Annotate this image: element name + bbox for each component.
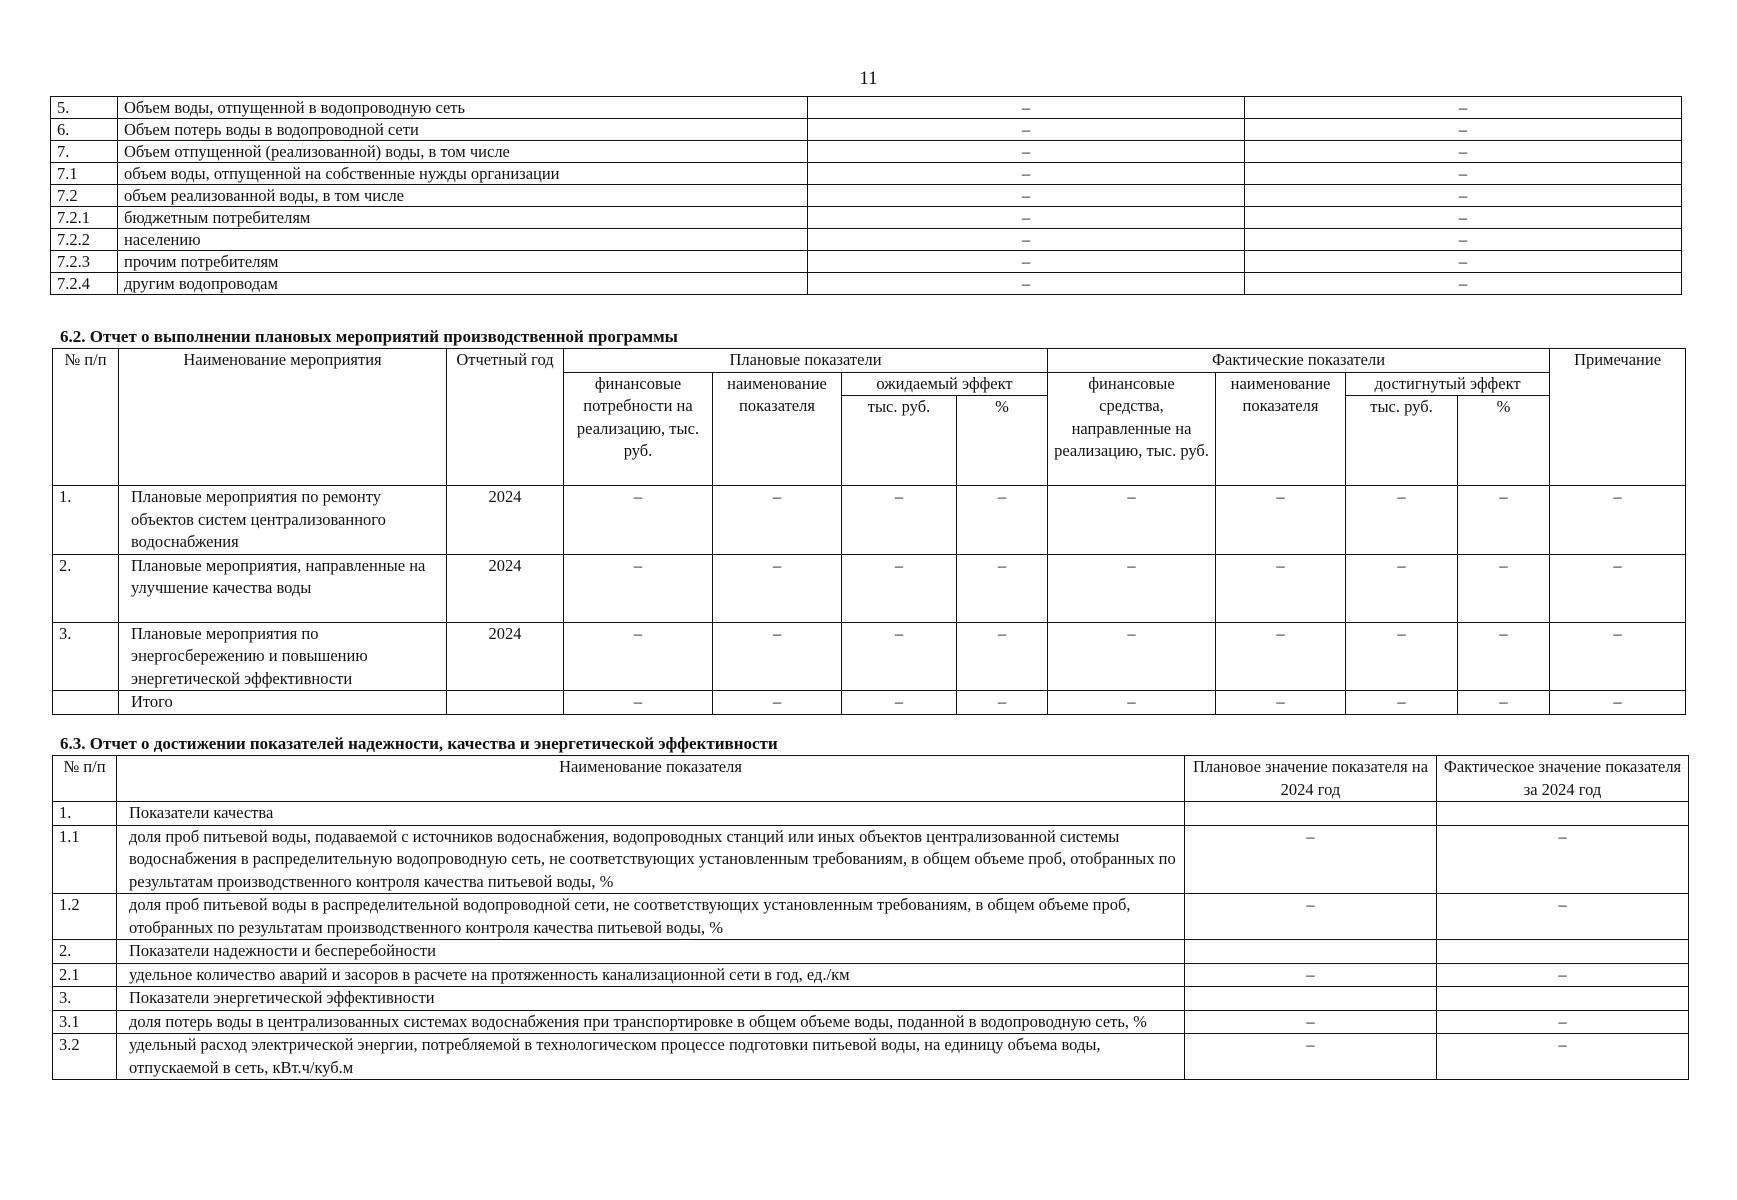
row-number: 2. — [53, 940, 117, 964]
fact-value — [1437, 987, 1689, 1011]
value-cell: – — [1048, 486, 1216, 555]
header-plan-finance: финансовые потребности на реализацию, тыс. руб. — [564, 372, 713, 486]
row-name: Объем отпущенной (реализованной) воды, в том числе — [118, 141, 808, 163]
table-row — [51, 273, 1682, 295]
header-plan-rub: тыс. руб. — [842, 396, 957, 486]
indicator-name: удельный расход электрической энергии, потребляемой в технологическом процессе подготовки питьевой воды, на единицу объема воды, отпускаемой в сеть, кВт.ч/куб.м — [117, 1034, 1185, 1080]
row-number: 1.2 — [53, 894, 117, 940]
table-row — [51, 251, 1682, 273]
row-value: – — [808, 229, 1245, 251]
page-number: 11 — [859, 68, 878, 89]
value-cell: – — [1048, 554, 1216, 622]
row-number: 1. — [53, 486, 119, 555]
row-value: – — [1245, 273, 1682, 295]
row-number: 7.2.2 — [51, 229, 118, 251]
value-cell: – — [1346, 691, 1458, 715]
table-row — [53, 987, 1689, 1011]
plan-value: – — [1185, 1034, 1437, 1080]
report-year: 2024 — [447, 486, 564, 555]
total-label: Итого — [119, 691, 447, 715]
water-volume-table — [50, 96, 1682, 295]
indicator-name: доля проб питьевой воды, подаваемой с источников водоснабжения, водопроводных станций или иных объектов централизованной системы водоснабжения в распределительную водопроводную сеть, не соответствующих установленным требованиям, в общем объеме проб, отобранных по результатам производственного контроля качества питьевой воды, % — [117, 825, 1185, 894]
value-cell: – — [564, 554, 713, 622]
value-cell: – — [1346, 554, 1458, 622]
fact-value: – — [1437, 1034, 1689, 1080]
row-value: – — [1245, 163, 1682, 185]
plan-value: – — [1185, 1010, 1437, 1034]
water-volume-table-body — [51, 97, 1682, 295]
value-cell: – — [957, 554, 1048, 622]
row-value: – — [1245, 229, 1682, 251]
row-value: – — [1245, 251, 1682, 273]
value-cell: – — [1048, 691, 1216, 715]
value-cell: – — [1216, 486, 1346, 555]
value-cell: – — [1216, 622, 1346, 691]
fact-value — [1437, 802, 1689, 826]
table-row — [53, 1010, 1689, 1034]
fact-value: – — [1437, 825, 1689, 894]
table-row — [51, 141, 1682, 163]
header-note: Примечание — [1550, 349, 1686, 486]
value-cell: – — [1458, 554, 1550, 622]
plan-value: – — [1185, 894, 1437, 940]
value-cell: – — [1458, 691, 1550, 715]
table-row — [51, 119, 1682, 141]
measure-name: Плановые мероприятия по энергосбережению и повышению энергетической эффективности — [119, 622, 447, 691]
value-cell: – — [564, 622, 713, 691]
fact-value: – — [1437, 1010, 1689, 1034]
header-plan-pct: % — [957, 396, 1048, 486]
value-cell: – — [842, 486, 957, 555]
row-name: бюджетным потребителям — [118, 207, 808, 229]
fact-value: – — [1437, 963, 1689, 987]
indicator-name: Показатели надежности и бесперебойности — [117, 940, 1185, 964]
value-cell: – — [842, 554, 957, 622]
header-achieved-effect: достигнутый эффект — [1346, 372, 1550, 396]
row-number: 7.2.3 — [51, 251, 118, 273]
section-63-title: 6.3. Отчет о достижении показателей надежности, качества и энергетической эффективности — [60, 734, 778, 753]
row-number: 7.2 — [51, 185, 118, 207]
header-fact-value: Фактическое значение показателя за 2024 год — [1437, 756, 1689, 802]
indicator-name: Показатели энергетической эффективности — [117, 987, 1185, 1011]
row-number: 7.2.4 — [51, 273, 118, 295]
indicators-body — [53, 802, 1689, 1080]
table-row — [53, 802, 1689, 826]
plan-value — [1185, 940, 1437, 964]
table-row — [51, 185, 1682, 207]
table-row — [51, 229, 1682, 251]
row-name: объем реализованной воды, в том числе — [118, 185, 808, 207]
plan-value: – — [1185, 963, 1437, 987]
header-expected-effect: ожидаемый эффект — [842, 372, 1048, 396]
value-cell: – — [713, 486, 842, 555]
row-value: – — [1245, 141, 1682, 163]
value-cell: – — [1550, 486, 1686, 555]
row-number: 3. — [53, 987, 117, 1011]
row-number: 7.1 — [51, 163, 118, 185]
row-name: прочим потребителям — [118, 251, 808, 273]
row-name: населению — [118, 229, 808, 251]
value-cell: – — [564, 691, 713, 715]
row-value: – — [808, 141, 1245, 163]
planned-measures-body — [53, 486, 1686, 715]
header-fact-pct: % — [1458, 396, 1550, 486]
row-number: 7.2.1 — [51, 207, 118, 229]
row-value: – — [808, 273, 1245, 295]
row-number: 5. — [51, 97, 118, 119]
value-cell: – — [713, 691, 842, 715]
value-cell: – — [1216, 691, 1346, 715]
header-plan-indicator: наименование показателя — [713, 372, 842, 486]
header-actual: Фактические показатели — [1048, 349, 1550, 373]
indicator-name: Показатели качества — [117, 802, 1185, 826]
section-62-title: 6.2. Отчет о выполнении плановых мероприятий производственной программы — [60, 327, 678, 346]
value-cell: – — [957, 622, 1048, 691]
row-name: Объем потерь воды в водопроводной сети — [118, 119, 808, 141]
plan-value: – — [1185, 825, 1437, 894]
fact-value: – — [1437, 894, 1689, 940]
row-number: 7. — [51, 141, 118, 163]
row-number: 2.1 — [53, 963, 117, 987]
value-cell: – — [842, 691, 957, 715]
header-indicator-name: Наименование показателя — [117, 756, 1185, 802]
table-row — [53, 940, 1689, 964]
header-year: Отчетный год — [447, 349, 564, 486]
row-number: 3.1 — [53, 1010, 117, 1034]
table-row — [53, 1034, 1689, 1080]
indicator-name: доля потерь воды в централизованных системах водоснабжения при транспортировке в общем объеме воды, поданной в водопроводную сеть, % — [117, 1010, 1185, 1034]
row-value: – — [1245, 97, 1682, 119]
report-year: 2024 — [447, 554, 564, 622]
value-cell: – — [1458, 486, 1550, 555]
value-cell: – — [1346, 622, 1458, 691]
indicator-name: удельное количество аварий и засоров в расчете на протяженность канализационной сети в год, ед./км — [117, 963, 1185, 987]
indicator-name: доля проб питьевой воды в распределительной водопроводной сети, не соответствующих установленным требованиям, в общем объеме проб, отобранных по результатам производственного контроля качества питьевой воды, % — [117, 894, 1185, 940]
value-cell: – — [1550, 691, 1686, 715]
fact-value — [1437, 940, 1689, 964]
value-cell: – — [713, 554, 842, 622]
value-cell: – — [1216, 554, 1346, 622]
row-number: 3.2 — [53, 1034, 117, 1080]
header-fact-rub: тыс. руб. — [1346, 396, 1458, 486]
value-cell: – — [713, 622, 842, 691]
value-cell: – — [1458, 622, 1550, 691]
plan-value — [1185, 802, 1437, 826]
row-name: другим водопроводам — [118, 273, 808, 295]
header-measure-name: Наименование мероприятия — [119, 349, 447, 486]
header-plan-value: Плановое значение показателя на 2024 год — [1185, 756, 1437, 802]
header-planned: Плановые показатели — [564, 349, 1048, 373]
table-row — [53, 622, 1686, 691]
row-number: 1. — [53, 802, 117, 826]
table-row — [53, 963, 1689, 987]
table-row — [51, 97, 1682, 119]
plan-value — [1185, 987, 1437, 1011]
row-number: 3. — [53, 622, 119, 691]
value-cell: – — [957, 486, 1048, 555]
total-row — [53, 691, 1686, 715]
header-indicator-num: № п/п — [53, 756, 117, 802]
measure-name: Плановые мероприятия по ремонту объектов систем централизованного водоснабжения — [119, 486, 447, 555]
row-value: – — [808, 119, 1245, 141]
value-cell: – — [1550, 622, 1686, 691]
row-number: 1.1 — [53, 825, 117, 894]
row-name: Объем воды, отпущенной в водопроводную сеть — [118, 97, 808, 119]
row-value: – — [808, 97, 1245, 119]
row-value: – — [1245, 185, 1682, 207]
value-cell: – — [1550, 554, 1686, 622]
value-cell: – — [842, 622, 957, 691]
row-value: – — [808, 185, 1245, 207]
row-value: – — [808, 207, 1245, 229]
indicators-table — [52, 755, 1689, 1080]
empty-cell — [53, 691, 119, 715]
report-year: 2024 — [447, 622, 564, 691]
header-fact-indicator: наименование показателя — [1216, 372, 1346, 486]
row-name: объем воды, отпущенной на собственные нужды организации — [118, 163, 808, 185]
table-row — [51, 163, 1682, 185]
row-value: – — [1245, 119, 1682, 141]
empty-cell — [447, 691, 564, 715]
table-row — [51, 207, 1682, 229]
planned-measures-table — [52, 348, 1686, 715]
row-number: 2. — [53, 554, 119, 622]
header-fact-finance: финансовые средства, направленные на реализацию, тыс. руб. — [1048, 372, 1216, 486]
value-cell: – — [1048, 622, 1216, 691]
header-num: № п/п — [53, 349, 119, 486]
table-row — [53, 825, 1689, 894]
value-cell: – — [957, 691, 1048, 715]
table-row — [53, 554, 1686, 622]
row-value: – — [1245, 207, 1682, 229]
measure-name: Плановые мероприятия, направленные на улучшение качества воды — [119, 554, 447, 622]
row-value: – — [808, 251, 1245, 273]
row-value: – — [808, 163, 1245, 185]
row-number: 6. — [51, 119, 118, 141]
value-cell: – — [564, 486, 713, 555]
table-row — [53, 894, 1689, 940]
value-cell: – — [1346, 486, 1458, 555]
table-row — [53, 486, 1686, 555]
